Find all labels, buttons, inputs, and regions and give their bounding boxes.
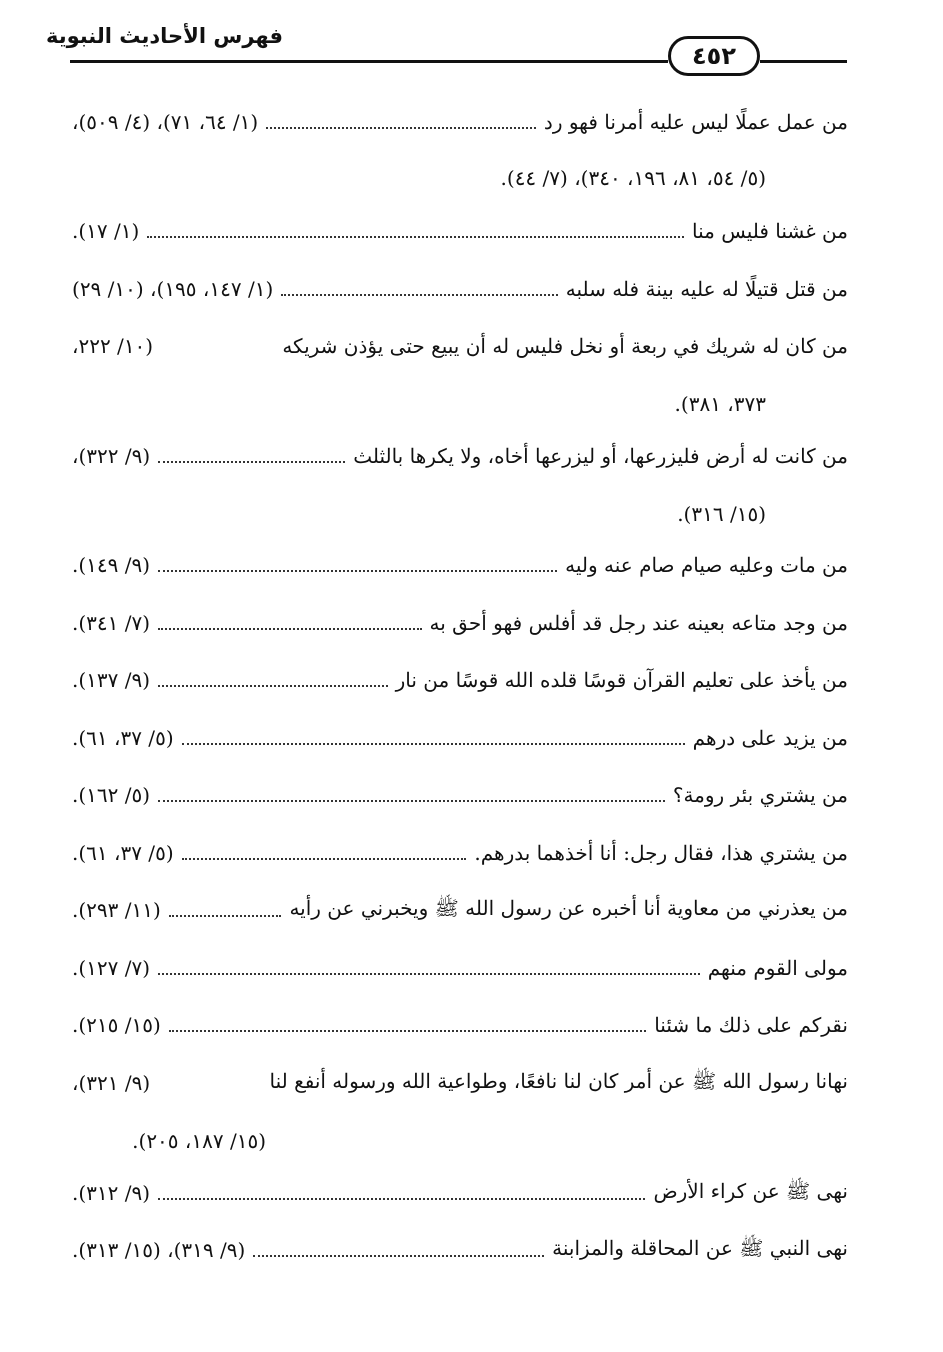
- hadith-text: من يشتري بئر رومة؟: [672, 783, 848, 807]
- reference: (٩/ ٣٢١)،: [72, 1071, 151, 1095]
- index-entry: [72, 1230, 848, 1270]
- index-entry: [72, 948, 848, 988]
- hadith-text: من وجد متاعه بعينه عند رجل قد أفلس فهو أحق به: [429, 611, 848, 635]
- dot-leader: [281, 294, 557, 296]
- hadith-text: مولى القوم منهم: [707, 956, 848, 980]
- dot-leader: [158, 461, 345, 463]
- index-entry-continuation: [72, 494, 848, 534]
- index-entry: [72, 1173, 848, 1213]
- index-entry: [72, 102, 848, 142]
- reference: (١٥/ ٢١٥).: [72, 1013, 161, 1037]
- reference: (٧/ ٣٤١).: [72, 611, 151, 635]
- header-rule: [760, 60, 847, 63]
- index-entry: [72, 436, 848, 476]
- dot-leader: [158, 628, 421, 630]
- reference: (٩/ ٣١٢).: [72, 1181, 151, 1205]
- dot-leader: [253, 1255, 544, 1257]
- hadith-text: نهانا رسول الله ﷺ عن أمر كان لنا نافعًا، وطواعية الله ورسوله أنفع لنا: [269, 1068, 848, 1093]
- dot-leader: [158, 685, 388, 687]
- hadith-text: من عمل عملًا ليس عليه أمرنا فهو رد: [543, 110, 848, 134]
- index-entry-continuation: [72, 384, 848, 424]
- hadith-text: من قتل قتيلًا له عليه بينة فله سلبه: [565, 277, 848, 301]
- index-entry: [72, 718, 848, 758]
- reference: (٥/ ٣٧، ٦١).: [72, 841, 174, 865]
- reference: (٧/ ١٢٧).: [72, 956, 151, 980]
- index-entry-continuation: [72, 1121, 848, 1161]
- hadith-text: نقركم على ذلك ما شئنا: [654, 1013, 848, 1037]
- index-entry: [72, 326, 848, 366]
- dot-leader: [169, 1030, 646, 1032]
- reference: (١/ ٦٤، ٧١)، (٤/ ٥٠٩)،: [72, 110, 259, 134]
- dot-leader: [169, 915, 282, 917]
- page-number: ٤٥٢: [668, 36, 760, 76]
- dot-leader: [182, 743, 685, 745]
- running-header-title: فهرس الأحاديث النبوية: [45, 24, 283, 48]
- hadith-text: من يشتري هذا، فقال رجل: أنا أخذهما بدرهم.: [474, 841, 848, 865]
- index-entry: [72, 603, 848, 643]
- index-entry: [72, 1005, 848, 1045]
- hadith-text: نهى ﷺ عن كراء الأرض: [653, 1178, 848, 1203]
- reference: (١٥/ ٣١٦).: [677, 502, 766, 526]
- dot-leader: [158, 1198, 645, 1200]
- dot-leader: [158, 973, 700, 975]
- hadith-text: من غشنا فليس منا: [692, 219, 848, 243]
- index-entry: [72, 269, 848, 309]
- hadith-text: من مات وعليه صيام صام عنه وليه: [565, 553, 848, 577]
- index-entry: [72, 890, 848, 930]
- dot-leader: [266, 127, 536, 129]
- reference: (٩/ ٣١٩)، (١٥/ ٣١٣).: [72, 1238, 246, 1262]
- hadith-text: نهى النبي ﷺ عن المحاقلة والمزابنة: [552, 1235, 848, 1260]
- dot-leader: [158, 800, 665, 802]
- dot-leader: [158, 570, 557, 572]
- reference: (١٠/ ٢٢٢،: [72, 334, 154, 358]
- reference: (١/ ١٧).: [72, 219, 140, 243]
- index-entry: [72, 1063, 848, 1103]
- index-entry: [72, 833, 848, 873]
- reference: (١/ ١٤٧، ١٩٥)، (١٠/ ٢٩): [72, 277, 274, 301]
- dot-leader: [182, 858, 467, 860]
- reference: (٩/ ١٤٩).: [72, 553, 151, 577]
- reference: (٥/ ٥٤، ٨١، ١٩٦، ٣٤٠)، (٧/ ٤٤).: [500, 166, 766, 190]
- index-entry: [72, 545, 848, 585]
- reference: (٥/ ٣٧، ٦١).: [72, 726, 174, 750]
- dot-leader: [147, 236, 684, 238]
- index-entry: [72, 660, 848, 700]
- reference: (١٥/ ١٨٧، ٢٠٥).: [132, 1129, 266, 1153]
- reference: (٩/ ١٣٧).: [72, 668, 151, 692]
- header-rule: [70, 60, 668, 63]
- reference: ٣٧٣، ٣٨١).: [674, 392, 766, 416]
- index-entry: [72, 775, 848, 815]
- hadith-text: من يأخذ على تعليم القرآن قوسًا قلده الله قوسًا من نار: [395, 668, 848, 692]
- hadith-text: من كان له شريك في ربعة أو نخل فليس له أن يبيع حتى يؤذن شريكه: [282, 334, 848, 358]
- index-entry: [72, 211, 848, 251]
- reference: (١١/ ٢٩٣).: [72, 898, 161, 922]
- hadith-text: من كانت له أرض فليزرعها، أو ليزرعها أخاه، ولا يكرها بالثلث: [353, 444, 848, 468]
- index-entry-continuation: [72, 158, 848, 198]
- hadith-text: من يزيد على درهم: [692, 726, 848, 750]
- hadith-text: من يعذرني من معاوية أنا أخبره عن رسول الله ﷺ ويخبرني عن رأيه: [289, 895, 848, 920]
- reference: (٥/ ١٦٢).: [72, 783, 151, 807]
- reference: (٩/ ٣٢٢)،: [72, 444, 151, 468]
